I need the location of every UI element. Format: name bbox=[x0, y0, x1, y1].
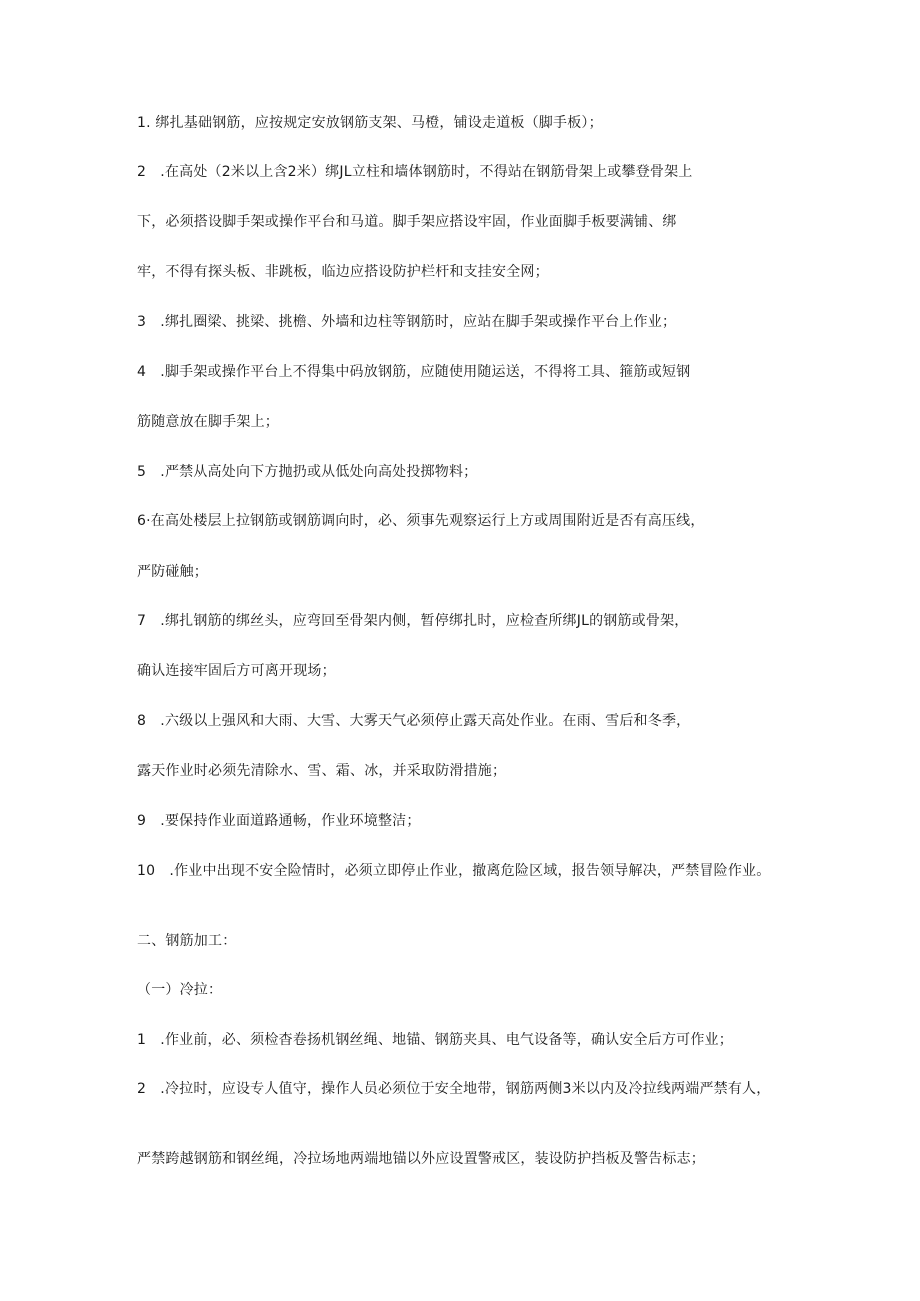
paragraph-line: 下，必须搭设脚手架或操作平台和马道。脚手架应搭设牢固，作业面脚手板要满铺、绑 bbox=[137, 214, 677, 230]
paragraph-line: 4 .脚手架或操作平台上不得集中码放钢筋，应随使用随运送，不得将工具、箍筋或短钢 bbox=[137, 364, 691, 380]
paragraph-line: 牢，不得有探头板、非跳板，临边应搭设防护栏杆和支挂安全网； bbox=[137, 264, 549, 280]
paragraph-line: 露天作业时必须先清除水、雪、霜、冰，并采取防滑措施； bbox=[137, 763, 507, 779]
paragraph-line: 严防碰触； bbox=[137, 564, 208, 580]
paragraph-line: 1. 绑扎基础钢筋，应按规定安放钢筋支架、马橙，铺设走道板（脚手板）； bbox=[137, 115, 603, 131]
paragraph-line: 3 .绑扎圈梁、挑梁、挑檐、外墙和边柱等钢筋时，应站在脚手架或操作平台上作业； bbox=[137, 314, 677, 330]
paragraph-line: 2 .冷拉时，应设专人值守，操作人员必须位于安全地带，钢筋两侧3米以内及冷拉线两端严禁有人， bbox=[137, 1081, 771, 1097]
paragraph-line: 6·在高处楼层上拉钢筋或钢筋调向时，必、须事先观察运行上方或周围附近是否有高压线， bbox=[137, 513, 705, 529]
paragraph-line: 5 .严禁从高处向下方抛扔或从低处向高处投掷物料； bbox=[137, 464, 478, 480]
paragraph-line: 筋随意放在脚手架上； bbox=[137, 414, 279, 430]
section-heading: 二、钢筋加工： bbox=[137, 933, 237, 949]
paragraph-line: 9 .要保持作业面道路通畅，作业环境整洁； bbox=[137, 813, 421, 829]
subsection-heading: （一）冷拉： bbox=[137, 982, 223, 998]
paragraph-line: 7 .绑扎钢筋的绑丝头，应弯回至骨架内侧，暂停绑扎时，应检查所绑JL的钢筋或骨架， bbox=[137, 613, 689, 629]
paragraph-line: 10 .作业中出现不安全险情时，必须立即停止作业，撤离危险区域，报告领导解决，严禁冒险作业。 bbox=[137, 863, 771, 879]
paragraph-line: 确认连接牢固后方可离开现场； bbox=[137, 663, 336, 679]
paragraph-line: 2 .在高处（2米以上含2米）绑JL立柱和墙体钢筋时，不得站在钢筋骨架上或攀登骨架上 bbox=[137, 164, 693, 180]
paragraph-line: 8 .六级以上强风和大雨、大雪、大雾天气必须停止露天高处作业。在雨、雪后和冬季， bbox=[137, 713, 691, 729]
paragraph-line: 1 .作业前，必、须检杳卷扬机钢丝绳、地锚、钢筋夹具、电气设备等，确认安全后方可作业； bbox=[137, 1032, 733, 1048]
paragraph-line: 严禁跨越钢筋和钢丝绳，冷拉场地两端地锚以外应设置警戒区，装设防护挡板及警告标志； bbox=[137, 1151, 705, 1167]
